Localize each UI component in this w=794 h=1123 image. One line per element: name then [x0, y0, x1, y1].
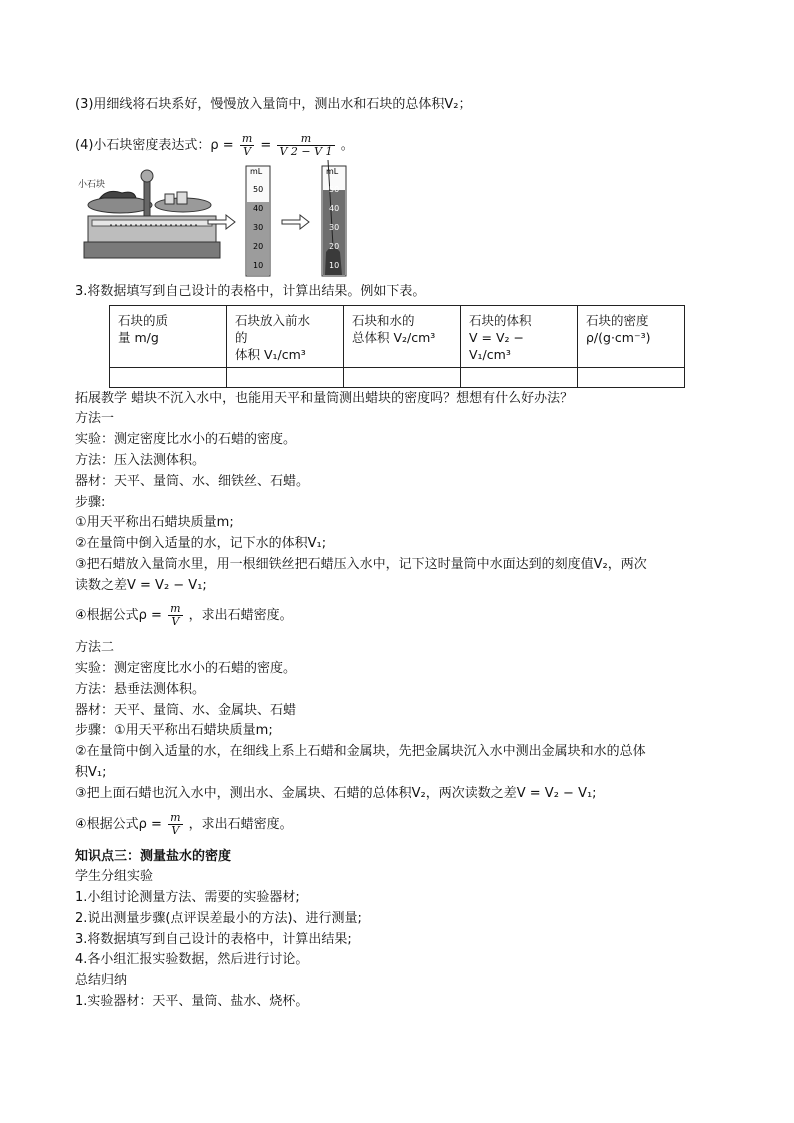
text-line: ②在量筒中倒入适量的水，记下水的体积V₁; [75, 536, 327, 551]
measuring-cylinder-water [246, 166, 270, 276]
tick-label: 10 [329, 261, 340, 270]
tick-label: 30 [329, 223, 340, 232]
method-one-heading: 方法一 [75, 411, 115, 426]
table-cell [461, 368, 578, 388]
tick-label: 10 [253, 261, 264, 270]
text-line: 1.小组讨论测量方法、需要的实验器材; [75, 890, 300, 905]
table-cell [227, 368, 344, 388]
tick-label: 30 [253, 223, 264, 232]
arrow-icon [282, 215, 309, 229]
tick-label: 50 [253, 185, 264, 194]
tick-label: 20 [253, 242, 264, 251]
fraction-denominator: V [243, 145, 252, 158]
text-line: 步骤: [75, 495, 106, 510]
fraction-numerator: m [277, 133, 334, 146]
table-cell [110, 368, 227, 388]
tick-label: 40 [329, 204, 340, 213]
table-header-cell: 石块的质 量 m/g [110, 306, 227, 368]
text-line: ③把石蜡放入量筒水里，用一根细铁丝把石蜡压入水中，记下这时量筒中水面达到的刻度值V₂，两次 [75, 557, 647, 572]
text-line: ③把上面石蜡也沉入水中，测出水、金属块、石蜡的总体积V₂，两次读数之差V = V₂ − V₁; [75, 786, 597, 801]
table-row [110, 368, 685, 388]
formula-line [75, 812, 293, 837]
formula-suffix: 。 [340, 138, 354, 153]
formula-suffix: ，求出石蜡密度。 [188, 817, 293, 832]
table-cell [344, 368, 461, 388]
fraction-numerator: m [241, 132, 253, 145]
text-line: 2.说出测量步骤(点评误差最小的方法)、进行测量; [75, 911, 362, 926]
fraction-denominator: V [171, 824, 180, 837]
stone-label: 小石块 [78, 180, 106, 190]
formula-equals: = [260, 138, 272, 153]
fraction-denominator: V 2 − V 1 [279, 145, 333, 158]
fraction-denominator: V [171, 615, 180, 628]
text-line: 方法：压入法测体积。 [75, 453, 206, 468]
table-header-cell: 石块的体积 V = V₂ − V₁/cm³ [461, 306, 578, 368]
tick-label: 50 [329, 185, 340, 194]
tick-label: 40 [253, 204, 264, 213]
table-cell [578, 368, 685, 388]
extension-question: 拓展教学 蜡块不沉入水中，也能用天平和量筒测出蜡块的密度吗？想想有什么好办法？ [75, 391, 574, 406]
table-header-cell: 石块和水的 总体积 V₂/cm³ [344, 306, 461, 368]
fraction-m-over-v [168, 603, 182, 628]
formula-line [75, 603, 293, 628]
text-line: ①用天平称出石蜡块质量m; [75, 515, 234, 530]
formula-prefix: (4)小石块密度表达式：ρ = [75, 138, 234, 153]
table-header-cell: 石块放入前水 的 体积 V₁/cm³ [227, 306, 344, 368]
fraction-m-over-v2-v1 [277, 133, 334, 158]
unit-label: mL [250, 167, 263, 176]
apparatus-figure [70, 160, 370, 278]
text-line: ②在量筒中倒入适量的水，在细线上系上石蜡和金属块，先把金属块沉入水中测出金属块和水的总体 [75, 744, 646, 759]
data-table [109, 305, 685, 388]
method-two-heading: 方法二 [75, 640, 115, 655]
text-line: 实验：测定密度比水小的石蜡的密度。 [75, 432, 297, 447]
text-line: 4.各小组汇报实验数据，然后进行讨论。 [75, 952, 309, 967]
text-line: 1.实验器材：天平、量筒、盐水、烧杯。 [75, 994, 309, 1009]
text-line: 实验：测定密度比水小的石蜡的密度。 [75, 661, 297, 676]
fraction-m-over-v [168, 812, 182, 837]
fraction-m-over-v [240, 133, 254, 158]
table-header-cell: 石块的密度 ρ/(g·cm⁻³) [578, 306, 685, 368]
fraction-numerator: m [170, 602, 181, 615]
step-3-text: (3)用细线将石块系好，慢慢放入量筒中，测出水和石块的总体积V₂； [75, 97, 472, 112]
text-line: 方法：悬垂法测体积。 [75, 682, 206, 697]
tick-label: 20 [329, 242, 340, 251]
text-line: 总结归纳 [75, 973, 128, 988]
fraction-numerator: m [170, 811, 181, 824]
table-header-row [110, 306, 685, 368]
measuring-cylinder-stone [322, 160, 346, 276]
text-line: 步骤：①用天平称出石蜡块质量m; [75, 723, 273, 738]
text-line: 积V₁; [75, 765, 107, 780]
unit-label: mL [326, 167, 339, 176]
text-line: 器材：天平、量筒、水、金属块、石蜡 [75, 703, 297, 718]
formula-prefix: ④根据公式ρ = [75, 608, 162, 623]
text-line: 3.将数据填写到自己设计的表格中，计算出结果; [75, 932, 352, 947]
text-line: 器材：天平、量筒、水、细铁丝、石蜡。 [75, 474, 310, 489]
section-heading: 知识点三：测量盐水的密度 [75, 849, 232, 864]
text-line: 读数之差V = V₂ − V₁; [75, 578, 207, 593]
density-formula-line [75, 133, 354, 158]
formula-suffix: ，求出石蜡密度。 [188, 608, 293, 623]
text-line: 学生分组实验 [75, 869, 154, 884]
formula-prefix: ④根据公式ρ = [75, 817, 162, 832]
step-3-table-intro: 3.将数据填写到自己设计的表格中，计算出结果。例如下表。 [75, 284, 426, 299]
